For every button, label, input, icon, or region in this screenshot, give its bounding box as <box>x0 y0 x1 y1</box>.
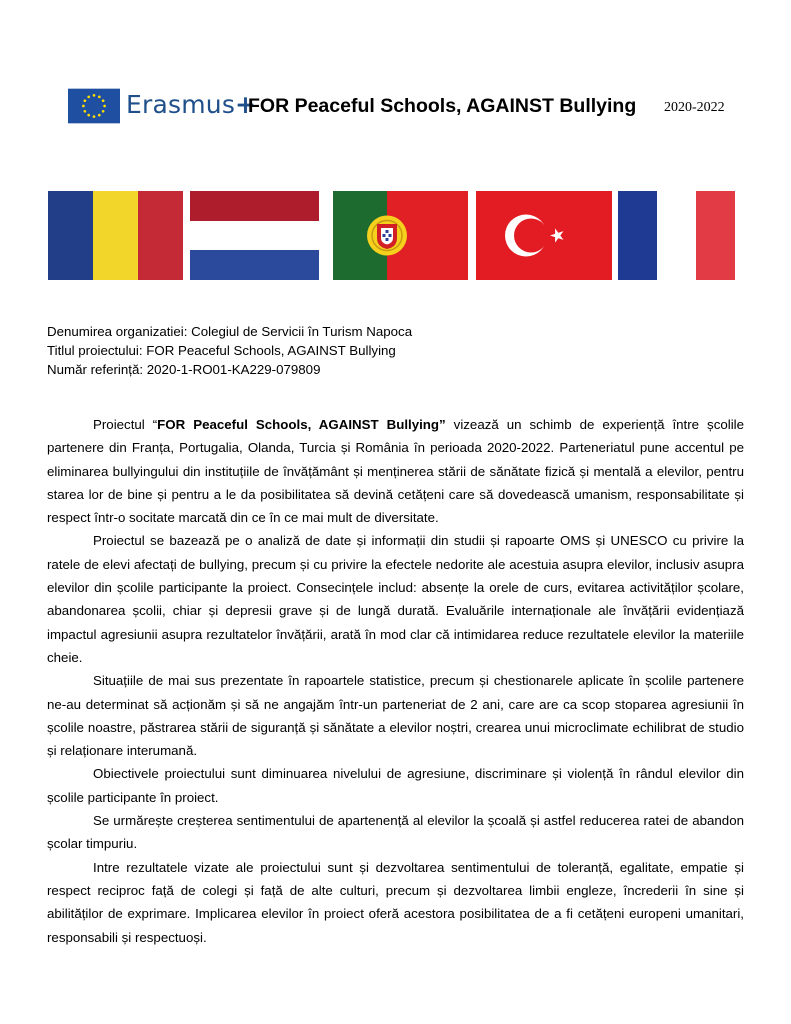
paragraph-1-project-title: FOR Peaceful Schools, AGAINST Bullying” <box>157 417 446 432</box>
paragraph-6: Intre rezultatele vizate ale proiectului sunt și dezvoltarea sentimentului de toleranță, egalitate, empatie și respect reciproc față de colegi și față de alte culturi, precum și dezvoltarea limbii engleze, încrederii în sine și abilităților de exprimare. Implicarea elevilor în proiect oferă acestora posibilitatea de a fi cetățeni europeni umanitari, responsabili și respectuoși. <box>47 859 744 945</box>
reference-number-line: Număr referință: 2020-1-RO01-KA229-079809 <box>47 362 321 377</box>
turkey-flag-icon <box>476 191 612 280</box>
header-project-years: 2020-2022 <box>664 100 725 115</box>
paragraph-1 <box>47 413 744 529</box>
france-flag-icon <box>618 191 735 280</box>
paragraph-4: Obiectivele proiectului sunt diminuarea nivelului de agresiune, discriminare și violență în rândul elevilor din școlile participante în proiect. <box>47 766 744 805</box>
erasmus-logo-text <box>126 90 256 119</box>
erasmus-plus-sign: + <box>235 90 257 119</box>
paragraph-3: Situațiile de mai sus prezentate în rapoartele statistice, precum și chestionarele aplicate în școlile partenere ne-au determinat să acționăm și să ne angajăm într-un parteneriat de 2 ani, care are ca scop stoparea agresiunii în școlile noastre, păstrarea stării de siguranță și sănătate a elevilor noștri, crearea unui microclimate echilibrat de studio și relaționare interumană. <box>47 673 744 759</box>
netherlands-flag-icon <box>190 191 319 280</box>
document-header <box>68 84 748 128</box>
erasmus-word: Erasmus <box>126 90 236 119</box>
portugal-flag-icon <box>333 191 468 280</box>
paragraph-1-text: vizează un schimb de experiență între școlile partenere din Franța, Portugalia, Olanda, Turcia și România în perioada 2020-2022. Parteneriatul pune accentul pe eliminarea bullyingului din instituțiile de învățământ și menținerea stării de sănătate fizică și mentală a elevilor, pentru starea lor de bine și pentru a le da posibilitatea să devină cetățeni care să dovedească umanism, responsabilitate și respect într-o socitate marcată din ce în ce mai mult de diversitate. <box>47 417 745 526</box>
romania-flag-icon <box>48 191 183 280</box>
paragraph-1-lead: Proiectul “ <box>93 417 158 432</box>
eu-flag-icon <box>68 88 120 124</box>
project-name-line: Titlul proiectului: FOR Peaceful Schools, AGAINST Bullying <box>47 343 396 358</box>
project-description <box>47 413 744 949</box>
paragraph-5: Se urmărește creșterea sentimentului de apartenență al elevilor la școală și astfel reducerea ratei de abandon școlar timpuriu. <box>47 813 744 852</box>
organization-line: Denumirea organizatiei: Colegiul de Servicii în Turism Napoca <box>47 324 413 339</box>
header-project-title: FOR Peaceful Schools, AGAINST Bullying <box>248 95 637 117</box>
paragraph-2: Proiectul se bazează pe o analiză de date și informații din studii și rapoarte OMS și UNESCO cu privire la ratele de elevi afectați de bullying, precum și cu privire la efectele nedorite ale acestuia asupra elevilor, inclusiv asupra elevilor din școlile participante la proiect. Consecințele includ: absențe la orele de curs, evitarea activităților școlare, abandonarea școlii, chiar și depresii grave și de lungă durată. Evaluările internaționale ale învățării evidențiază impactul agresiunii asupra rezultatelor învățării, arată în mod clar că intimidarea reduce rezultatele elevilor la materiile cheie. <box>47 533 744 665</box>
project-info <box>47 322 412 379</box>
